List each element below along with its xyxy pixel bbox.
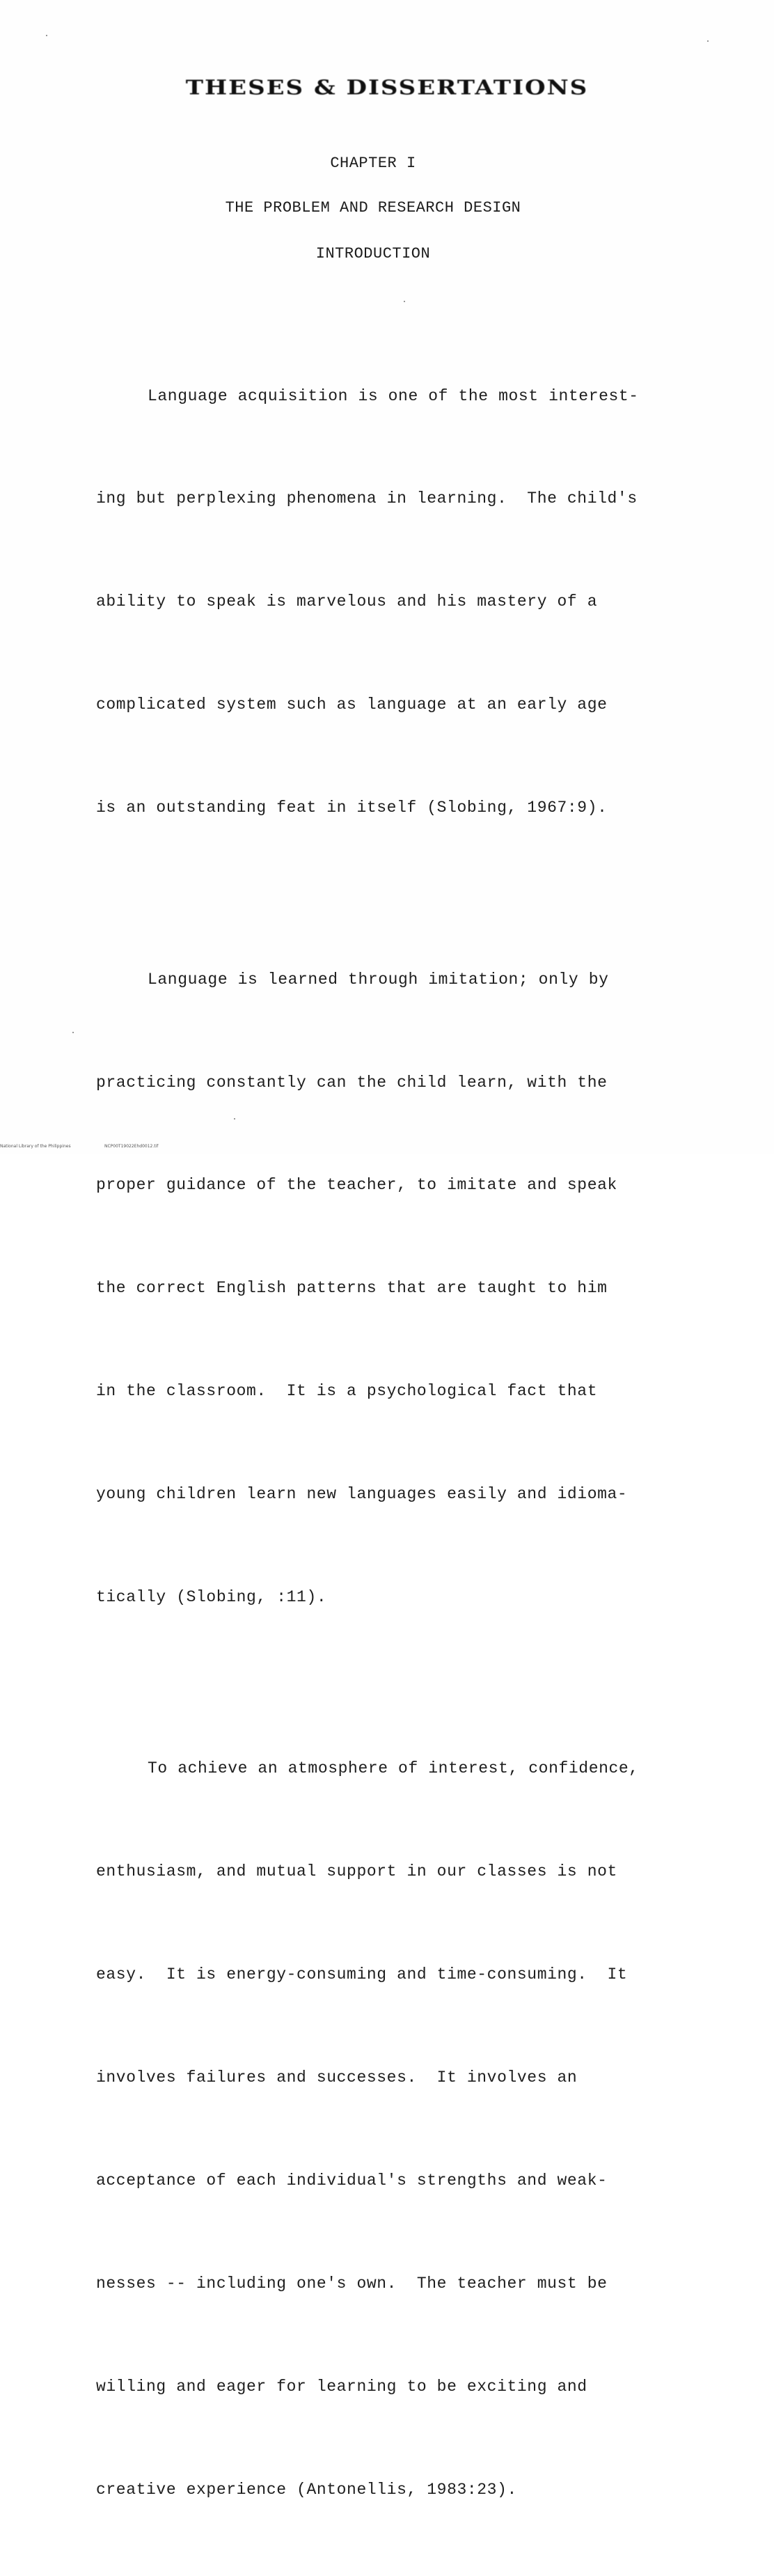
- scan-speck: [46, 35, 47, 36]
- text-line: ing but perplexing phenomena in learning. The child's: [96, 489, 638, 508]
- text-line: Language is learned through imitation; only by: [148, 970, 609, 989]
- text-line: acceptance of each individual's strengths and weak-: [96, 2171, 608, 2190]
- text-line: practicing constantly can the child learn, with the: [96, 1073, 608, 1092]
- text-line: the correct English patterns that are taught to him: [96, 1279, 608, 1298]
- text-line: easy. It is energy-consuming and time-consuming. It: [96, 1965, 628, 1984]
- text-line: creative experience (Antonellis, 1983:23).: [96, 2480, 517, 2499]
- scan-speck: [234, 1118, 235, 1120]
- text-line: enthusiasm, and mutual support in our classes is not: [96, 1862, 617, 1881]
- chapter-heading: CHAPTER I: [330, 155, 416, 172]
- paragraph-2: [96, 894, 695, 1683]
- footer-file-id: NCP00T19022Ehd0012.tif: [104, 1144, 159, 1149]
- body-text: [96, 311, 695, 2576]
- text-line: tically (Slobing, :11).: [96, 1587, 327, 1606]
- paragraph-3: [96, 1683, 695, 2576]
- scan-speck: [404, 301, 405, 302]
- text-line: young children learn new languages easily and idioma-: [96, 1485, 628, 1504]
- footer-library: National Library of the Philippines: [0, 1144, 71, 1149]
- scan-speck: [72, 1032, 74, 1033]
- text-line: in the classroom. It is a psychological fact that: [96, 1382, 598, 1401]
- theses-dissertations-stamp: THESES & DISSERTATIONS: [185, 76, 589, 100]
- scan-speck: [707, 40, 709, 42]
- text-line: complicated system such as language at an early age: [96, 696, 608, 714]
- text-line: ability to speak is marvelous and his mastery of a: [96, 592, 598, 611]
- text-line: Language acquisition is one of the most interest-: [148, 386, 639, 405]
- text-line: involves failures and successes. It involves an: [96, 2068, 578, 2087]
- text-line: To achieve an atmosphere of interest, confidence,: [148, 1759, 639, 1778]
- text-line: nesses -- including one's own. The teacher must be: [96, 2274, 608, 2293]
- chapter-title: THE PROBLEM AND RESEARCH DESIGN: [225, 199, 521, 217]
- paragraph-1: [96, 311, 695, 894]
- text-line: is an outstanding feat in itself (Slobing, 1967:9).: [96, 799, 608, 817]
- section-heading: INTRODUCTION: [315, 245, 431, 262]
- text-line: willing and eager for learning to be exciting and: [96, 2377, 587, 2396]
- text-line: proper guidance of the teacher, to imitate and speak: [96, 1176, 617, 1195]
